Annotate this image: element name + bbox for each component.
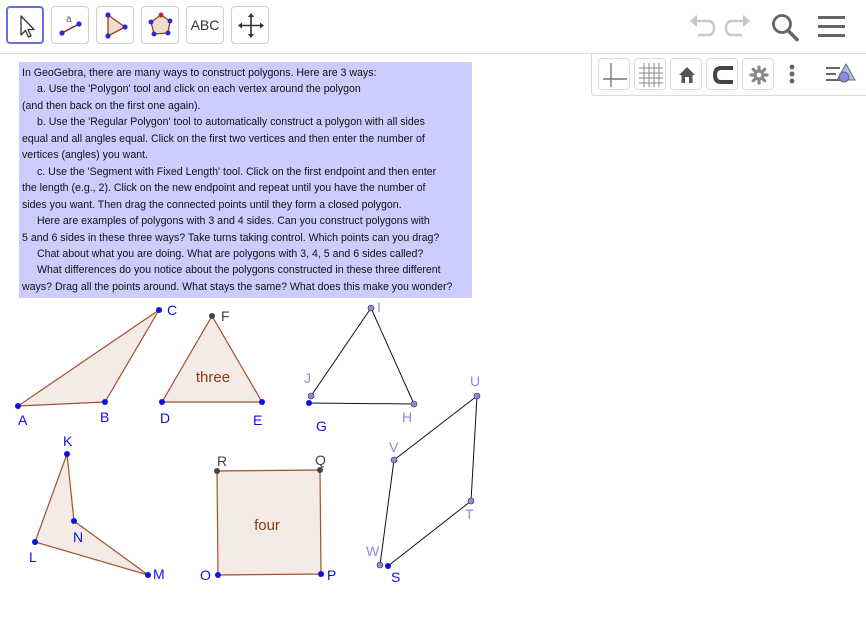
label-k: K	[63, 433, 73, 449]
label-s: S	[391, 569, 401, 585]
label-m: M	[153, 566, 165, 582]
instruction-line: equal and all angles equal. Click on the first two vertices and then enter the number of	[22, 132, 425, 145]
label-c: C	[167, 302, 178, 318]
instruction-line: Chat about what you are doing. What are polygons with 3, 4, 5 and 6 sides called?	[37, 247, 424, 260]
point-e[interactable]	[259, 399, 265, 405]
instruction-line: 5 and 6 sides in these three ways? Take turns taking control. Which points can you drag?	[22, 231, 440, 244]
instruction-line: a. Use the 'Polygon' tool and click on each vertex around the polygon	[37, 83, 361, 96]
label-v: V	[389, 439, 399, 455]
point-o[interactable]	[215, 572, 221, 578]
label-g: G	[316, 418, 327, 434]
label-t: T	[465, 506, 474, 522]
label-e: E	[253, 412, 263, 428]
instruction-line: In GeoGebra, there are many ways to construct polygons. Here are 3 ways:	[22, 67, 377, 79]
point-a[interactable]	[15, 403, 21, 409]
instruction-line: What differences do you notice about the polygons constructed in these three different	[37, 264, 441, 277]
point-n[interactable]	[71, 518, 77, 524]
instruction-line: b. Use the 'Regular Polygon' tool to automatically construct a polygon with all sides	[37, 116, 425, 129]
label-f: F	[221, 308, 230, 324]
label-a: A	[18, 412, 28, 428]
label-o: O	[200, 567, 211, 583]
instruction-line: Here are examples of polygons with 3 and 4 sides. Can you construct polygons with	[37, 215, 430, 228]
label-p: P	[327, 567, 337, 583]
point-f	[209, 313, 215, 319]
text-icon: ABC	[190, 17, 220, 33]
instruction-line: vertices (angles) you want.	[22, 149, 149, 162]
point-g[interactable]	[306, 400, 312, 406]
label-w: W	[366, 543, 380, 559]
label-i: I	[377, 299, 381, 315]
label-d: D	[160, 410, 171, 426]
label-b: B	[100, 409, 110, 425]
segments-ghij	[309, 308, 414, 404]
label-l: L	[29, 549, 37, 565]
point-t[interactable]	[468, 498, 474, 504]
point-b[interactable]	[102, 399, 108, 405]
label-n: N	[73, 529, 84, 545]
point-h[interactable]	[411, 401, 417, 407]
label-q: Q	[315, 452, 326, 468]
point-v[interactable]	[391, 457, 397, 463]
triangle-abc[interactable]	[18, 310, 159, 406]
instruction-line: ways? Drag all the points around. What stays the same? What does this make you wonder?	[22, 280, 453, 293]
label-h: H	[402, 409, 413, 425]
point-k[interactable]	[64, 451, 70, 457]
instruction-line: sides you want. Then drag the connected points until they form a closed polygon.	[22, 198, 402, 211]
instruction-line: c. Use the 'Segment with Fixed Length' tool. Click on the first endpoint and then enter	[37, 165, 437, 178]
point-m[interactable]	[145, 572, 151, 578]
instruction-line: (and then back on the first one again).	[22, 99, 201, 112]
instruction-line: the length (e.g., 2). Click on the new endpoint and repeat until you have the number of	[22, 182, 426, 195]
point-d[interactable]	[159, 399, 165, 405]
segment-label: a	[66, 14, 72, 25]
point-w[interactable]	[377, 562, 383, 568]
point-j[interactable]	[308, 393, 314, 399]
point-u[interactable]	[474, 393, 480, 399]
point-l[interactable]	[32, 539, 38, 545]
segments-stuvw	[380, 396, 477, 566]
point-p[interactable]	[318, 571, 324, 577]
label-j: J	[304, 370, 311, 386]
point-i[interactable]	[368, 305, 374, 311]
quadrilateral-klmn[interactable]	[35, 454, 148, 575]
label-u: U	[470, 373, 481, 389]
triangle-def[interactable]	[162, 316, 262, 402]
label-r: R	[217, 453, 228, 469]
polygon-label-four: four	[254, 517, 280, 534]
point-c[interactable]	[156, 307, 162, 313]
polygon-label-three: three	[195, 369, 231, 386]
